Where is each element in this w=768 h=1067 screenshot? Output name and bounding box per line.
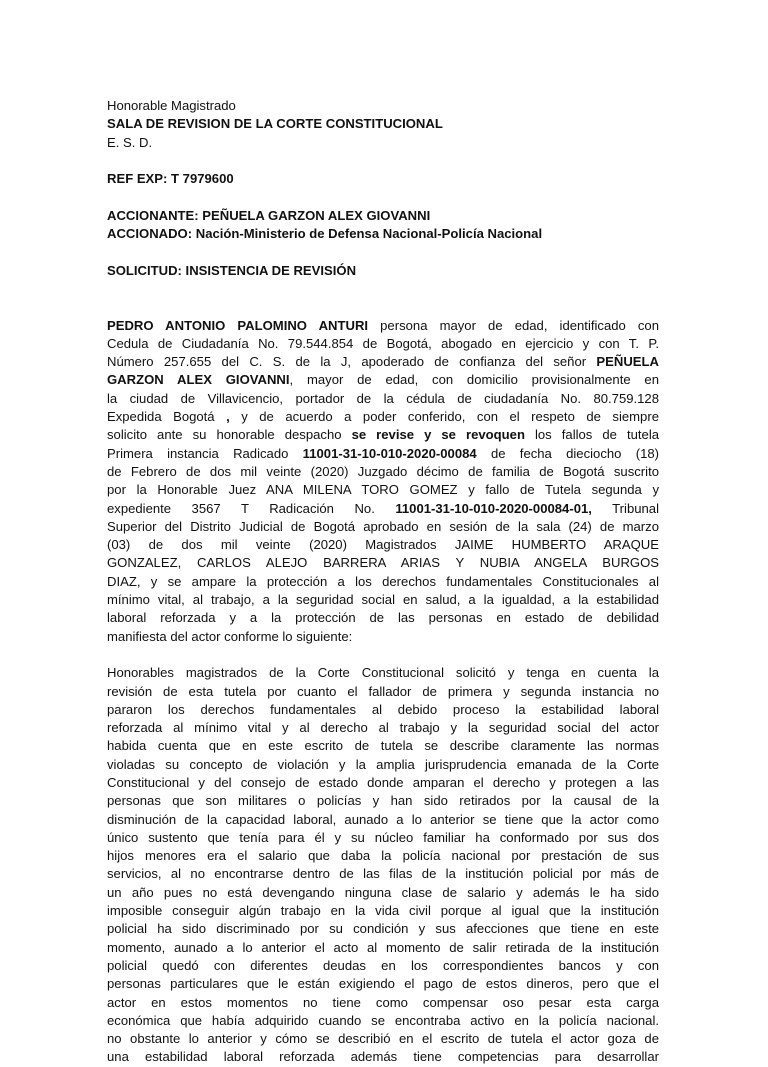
text-line: DIAZ, y se ampare la protección a los derechos fundamentales Constitucionales al bbox=[107, 573, 659, 589]
text-line: GONZALEZ, CARLOS ALEJO BARRERA ARIAS Y NUBIA ANGELA BURGOS bbox=[107, 555, 659, 571]
text-line: policial quedó con diferentes deudas en los correspondientes bancos y con bbox=[107, 957, 659, 973]
text-line: personas particulares que le están exigiendo el pago de estos dineros, pero que el bbox=[107, 976, 659, 992]
text-line: disminución de la capacidad laboral, aunado a lo anterior se tiene que la actor como bbox=[107, 811, 659, 827]
document-page bbox=[107, 97, 659, 1067]
text-line: solicito ante su honorable despacho se revise y se revoquen los fallos de tutela bbox=[107, 427, 660, 443]
paragraph-arguments bbox=[107, 664, 659, 1067]
text-line: Primera instancia Radicado 11001-31-10-010-2020-00084 de fecha dieciocho (18) bbox=[107, 445, 659, 461]
text-line: revisión de esta tutela por cuanto el fallador de primera y segunda instancia no bbox=[107, 683, 659, 699]
text-line: PEDRO ANTONIO PALOMINO ANTURI persona mayor de edad, identificado con bbox=[107, 317, 659, 333]
text-line: un año pues no está devengando ninguna clase de salario y además le ha sido bbox=[107, 884, 659, 900]
court-name: SALA DE REVISION DE LA CORTE CONSTITUCIONAL bbox=[107, 116, 443, 132]
spacer bbox=[107, 188, 659, 206]
text-line: económica que había adquirido cuando se encontraba activo en la policía nacional. bbox=[107, 1012, 659, 1028]
solicitud-line: SOLICITUD: INSISTENCIA DE REVISIÓN bbox=[107, 262, 357, 278]
accionante-line bbox=[107, 207, 659, 225]
reference-number: REF EXP: T 7979600 bbox=[107, 171, 234, 187]
text-line: servicios, al no encontrarse dentro de las filas de la institución policial por más de bbox=[107, 866, 659, 882]
text-line: por la Honorable Juez ANA MILENA TORO GOMEZ y fallo de Tutela segunda y bbox=[107, 482, 659, 498]
text-line: (03) de dos mil veinte (2020) Magistrados JAIME HUMBERTO ARAQUE bbox=[107, 537, 659, 553]
text-line: hijos menores era el salario que daba la policía nacional por prestación de sus bbox=[107, 848, 659, 864]
text-line: Número 257.655 del C. S. de la J, apoderado de confianza del señor PEÑUELA bbox=[107, 354, 659, 370]
text-line: una estabilidad laboral reforzada además tiene competencias para desarrollar bbox=[107, 1049, 659, 1065]
text-line: violadas su concepto de violación y la amplia jurisprudencia emanada de la Corte bbox=[107, 756, 659, 772]
spacer bbox=[107, 152, 659, 170]
text-line: policial ha sido discriminado por su condición y sus afecciones que tiene en este bbox=[107, 921, 659, 937]
accionante-label: ACCIONANTE bbox=[107, 207, 195, 223]
text-line: actor en estos momentos no tiene como compensar oso pesar esta carga bbox=[107, 994, 659, 1010]
spacer bbox=[107, 280, 659, 298]
text-line: Honorables magistrados de la Corte Constitucional solicitó y tenga en cuenta la bbox=[107, 665, 659, 681]
text-line: no obstante lo anterior y cómo se describió en el escrito de tutela el actor goza de bbox=[107, 1031, 659, 1047]
spacer bbox=[107, 646, 659, 664]
text-line: Superior del Distrito Judicial de Bogotá aprobado en sesión de la sala (24) de marzo bbox=[107, 518, 659, 534]
text-line: Cedula de Ciudadanía No. 79.544.854 de Bogotá, abogado en ejercicio y con T. P. bbox=[107, 335, 659, 351]
text-line: manifiesta del actor conforme lo siguiente: bbox=[107, 628, 353, 644]
text-line: GARZON ALEX GIOVANNI, mayor de edad, con domicilio provisionalmente en bbox=[107, 372, 659, 388]
text-line: mínimo vital, al trabajo, a la seguridad social en salud, a la igualdad, a la estabilidad bbox=[107, 592, 659, 608]
text-line: imposible conseguir algún trabajo en la vida civil porque al igual que la institución bbox=[107, 903, 659, 919]
esd-line: E. S. D. bbox=[107, 134, 153, 150]
text-line: personas que son militares o policías y han sido retirados por la causal de la bbox=[107, 793, 659, 809]
text-line: de Febrero de dos mil veinte (2020) Juzgado décimo de familia de Bogotá suscrito bbox=[107, 463, 659, 479]
accionado-line bbox=[107, 225, 659, 243]
accionante-value: : PEÑUELA GARZON ALEX GIOVANNI bbox=[194, 207, 431, 223]
spacer bbox=[107, 298, 659, 316]
accionado-label: ACCIONADO bbox=[107, 226, 188, 242]
accionado-value: : Nación-Ministerio de Defensa Nacional-Policía Nacional bbox=[187, 226, 543, 242]
text-line: laboral reforzada y a la protección de las personas en estado de debilidad bbox=[107, 610, 659, 626]
salutation: Honorable Magistrado bbox=[107, 98, 236, 113]
text-line: Constitucional y del consejo de estado donde amparan el derecho y protegen a las bbox=[107, 774, 659, 790]
text-line: expediente 3567 T Radicación No. 11001-31-10-010-2020-00084-01, Tribunal bbox=[107, 500, 659, 516]
text-line: único sustento que tenía para él y su núcleo familiar ha conformado por sus dos bbox=[107, 829, 659, 845]
text-line: Expedida Bogotá , y de acuerdo a poder conferido, con el respeto de siempre bbox=[107, 409, 659, 425]
text-line: reforzada al mínimo vital y al derecho al trabajo y la seguridad social del actor bbox=[107, 720, 659, 736]
text-line: habida cuenta que en este escrito de tutela se describe claramente las normas bbox=[107, 738, 659, 754]
spacer bbox=[107, 243, 659, 261]
text-line: la ciudad de Villavicencio, portador de la cédula de ciudadanía No. 80.759.128 bbox=[107, 390, 659, 406]
text-line: pararon los derechos fundamentales al debido proceso la estabilidad laboral bbox=[107, 701, 659, 717]
paragraph-petition bbox=[107, 317, 659, 646]
text-line: momento, aunado a lo anterior el acto al momento de salir retirada de la institución bbox=[107, 939, 659, 955]
